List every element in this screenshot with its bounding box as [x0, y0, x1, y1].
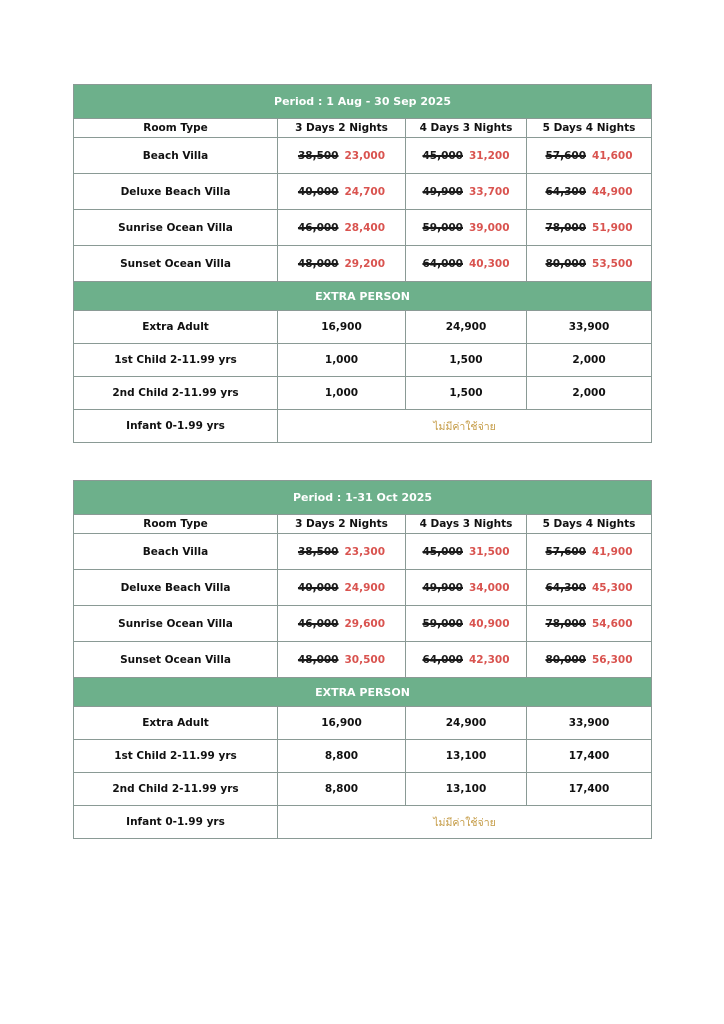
room-name: Sunset Ocean Villa	[74, 246, 278, 282]
price-cell	[278, 606, 406, 642]
new-price: 33,700	[469, 185, 510, 198]
new-price: 53,500	[592, 257, 633, 270]
extra-value: 17,400	[527, 740, 652, 773]
room-row	[74, 570, 652, 606]
new-price: 29,200	[344, 257, 386, 270]
old-price: 78,000	[545, 221, 587, 234]
new-price: 31,500	[469, 545, 510, 558]
header-5d4n: 5 Days 4 Nights	[527, 515, 652, 534]
old-price: 45,000	[422, 149, 463, 162]
free-note: ไม่มีค่าใช้จ่าย	[278, 410, 652, 443]
extra-person-header-row	[74, 678, 652, 707]
price-cell	[406, 534, 527, 570]
period-title: Period : 1 Aug - 30 Sep 2025	[74, 85, 652, 119]
extra-person-title: EXTRA PERSON	[74, 678, 652, 707]
extra-value: 13,100	[406, 773, 527, 806]
extra-value: 1,500	[406, 344, 527, 377]
rate-table-1	[73, 84, 652, 443]
extra-value: 2,000	[527, 377, 652, 410]
price-cell	[527, 138, 652, 174]
new-price: 31,200	[469, 149, 510, 162]
old-price: 49,900	[422, 185, 463, 198]
extra-value: 13,100	[406, 740, 527, 773]
header-room-type: Room Type	[74, 515, 278, 534]
extra-row	[74, 344, 652, 377]
extra-value: 1,000	[278, 344, 406, 377]
infant-row	[74, 410, 652, 443]
old-price: 46,000	[297, 617, 339, 630]
new-price: 54,600	[592, 617, 633, 630]
old-price: 80,000	[545, 257, 587, 270]
extra-person-header-row	[74, 282, 652, 311]
infant-name: Infant 0-1.99 yrs	[74, 410, 278, 443]
extra-value: 1,500	[406, 377, 527, 410]
old-price: 57,600	[545, 149, 587, 162]
old-price: 48,000	[297, 653, 339, 666]
extra-name: 2nd Child 2-11.99 yrs	[74, 377, 278, 410]
price-cell	[278, 246, 406, 282]
old-price: 64,300	[545, 185, 587, 198]
old-price: 49,900	[422, 581, 463, 594]
extra-value: 8,800	[278, 740, 406, 773]
price-cell	[278, 642, 406, 678]
price-cell	[527, 210, 652, 246]
price-cell	[527, 570, 652, 606]
header-room-type: Room Type	[74, 119, 278, 138]
room-name: Beach Villa	[74, 534, 278, 570]
extra-value: 16,900	[278, 311, 406, 344]
extra-name: Extra Adult	[74, 311, 278, 344]
new-price: 24,900	[344, 581, 386, 594]
new-price: 30,500	[344, 653, 386, 666]
extra-name: 1st Child 2-11.99 yrs	[74, 740, 278, 773]
room-row	[74, 246, 652, 282]
old-price: 59,000	[422, 221, 463, 234]
room-row	[74, 534, 652, 570]
room-name: Deluxe Beach Villa	[74, 174, 278, 210]
old-price: 40,000	[297, 185, 339, 198]
header-4d3n: 4 Days 3 Nights	[406, 119, 527, 138]
old-price: 64,000	[422, 653, 463, 666]
extra-value: 8,800	[278, 773, 406, 806]
room-row	[74, 642, 652, 678]
price-cell	[527, 174, 652, 210]
extra-name: 1st Child 2-11.99 yrs	[74, 344, 278, 377]
old-price: 40,000	[297, 581, 339, 594]
new-price: 39,000	[469, 221, 510, 234]
extra-value: 33,900	[527, 311, 652, 344]
extra-value: 24,900	[406, 707, 527, 740]
new-price: 56,300	[592, 653, 633, 666]
new-price: 42,300	[469, 653, 510, 666]
rate-table-2	[73, 480, 652, 839]
extra-row	[74, 707, 652, 740]
new-price: 45,300	[592, 581, 633, 594]
price-cell	[278, 570, 406, 606]
extra-row	[74, 311, 652, 344]
new-price: 51,900	[592, 221, 633, 234]
room-row	[74, 174, 652, 210]
header-5d4n: 5 Days 4 Nights	[527, 119, 652, 138]
old-price: 78,000	[545, 617, 586, 630]
old-price: 57,600	[545, 545, 586, 558]
room-name: Sunrise Ocean Villa	[74, 606, 278, 642]
price-cell	[406, 246, 527, 282]
new-price: 34,000	[469, 581, 510, 594]
new-price: 41,600	[592, 149, 633, 162]
old-price: 48,000	[297, 257, 339, 270]
new-price: 29,600	[344, 617, 386, 630]
extra-row	[74, 740, 652, 773]
new-price: 28,400	[344, 221, 386, 234]
period-title: Period : 1-31 Oct 2025	[74, 481, 652, 515]
room-name: Sunrise Ocean Villa	[74, 210, 278, 246]
new-price: 40,300	[469, 257, 510, 270]
room-row	[74, 210, 652, 246]
old-price: 38,500	[297, 545, 339, 558]
price-cell	[527, 246, 652, 282]
old-price: 80,000	[545, 653, 586, 666]
extra-name: 2nd Child 2-11.99 yrs	[74, 773, 278, 806]
old-price: 45,000	[422, 545, 463, 558]
extra-name: Extra Adult	[74, 707, 278, 740]
header-4d3n: 4 Days 3 Nights	[406, 515, 527, 534]
price-cell	[406, 138, 527, 174]
price-cell	[527, 642, 652, 678]
new-price: 23,000	[344, 149, 386, 162]
price-cell	[406, 642, 527, 678]
price-cell	[406, 174, 527, 210]
old-price: 64,300	[545, 581, 586, 594]
infant-name: Infant 0-1.99 yrs	[74, 806, 278, 839]
room-name: Deluxe Beach Villa	[74, 570, 278, 606]
new-price: 24,700	[344, 185, 386, 198]
infant-row	[74, 806, 652, 839]
header-3d2n: 3 Days 2 Nights	[278, 119, 406, 138]
old-price: 38,500	[297, 149, 339, 162]
price-cell	[406, 570, 527, 606]
price-cell	[278, 174, 406, 210]
price-cell	[278, 138, 406, 174]
extra-value: 16,900	[278, 707, 406, 740]
price-cell	[406, 606, 527, 642]
extra-value: 24,900	[406, 311, 527, 344]
old-price: 64,000	[422, 257, 463, 270]
column-header-row	[74, 119, 652, 138]
room-row	[74, 138, 652, 174]
new-price: 41,900	[592, 545, 633, 558]
extra-value: 33,900	[527, 707, 652, 740]
room-name: Beach Villa	[74, 138, 278, 174]
extra-value: 17,400	[527, 773, 652, 806]
price-cell	[406, 210, 527, 246]
period-row	[74, 85, 652, 119]
room-name: Sunset Ocean Villa	[74, 642, 278, 678]
new-price: 40,900	[469, 617, 510, 630]
room-row	[74, 606, 652, 642]
new-price: 23,300	[344, 545, 386, 558]
extra-row	[74, 773, 652, 806]
price-cell	[278, 534, 406, 570]
old-price: 59,000	[422, 617, 463, 630]
period-row	[74, 481, 652, 515]
header-3d2n: 3 Days 2 Nights	[278, 515, 406, 534]
extra-value: 1,000	[278, 377, 406, 410]
price-cell	[527, 534, 652, 570]
old-price: 46,000	[297, 221, 339, 234]
extra-row	[74, 377, 652, 410]
extra-person-title: EXTRA PERSON	[74, 282, 652, 311]
price-cell	[527, 606, 652, 642]
price-cell	[278, 210, 406, 246]
new-price: 44,900	[592, 185, 633, 198]
extra-value: 2,000	[527, 344, 652, 377]
column-header-row	[74, 515, 652, 534]
free-note: ไม่มีค่าใช้จ่าย	[278, 806, 652, 839]
